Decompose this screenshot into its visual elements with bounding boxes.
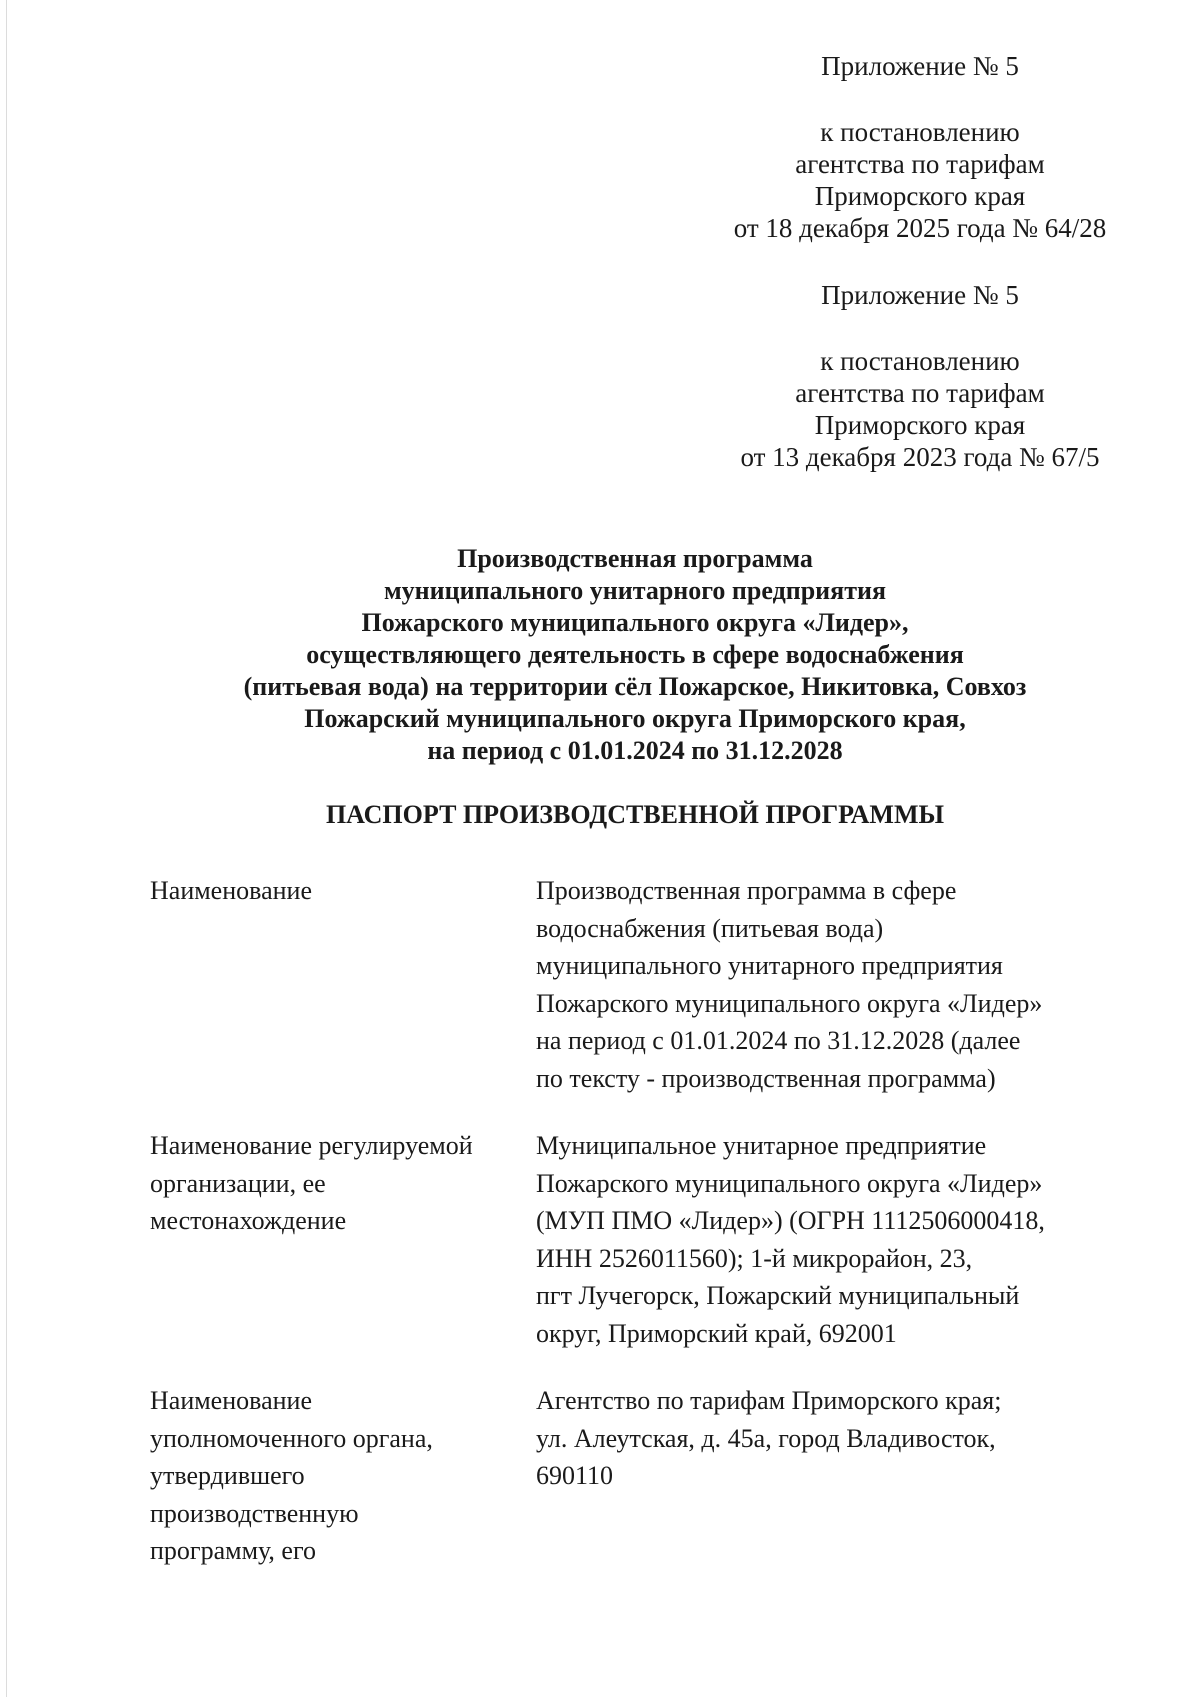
approval-date-line: от 13 декабря 2023 года № 67/5 [740,442,1100,472]
approval-line: к постановлению [820,346,1020,376]
label-line: Наименование [150,1386,312,1415]
approval-line: к постановлению [820,117,1020,147]
row-value [536,1127,1116,1352]
label-line: местонахождение [150,1206,347,1235]
value-line: муниципального унитарного предприятия [536,951,1003,980]
row-label [150,1382,520,1570]
approval-date-line: от 18 декабря 2025 года № 64/28 [733,213,1107,243]
passport-heading: ПАСПОРТ ПРОИЗВОДСТВЕННОЙ ПРОГРАММЫ [325,800,945,829]
value-line: (МУП ПМО «Лидер») (ОГРН 1112506000418, [536,1206,1045,1235]
title-line: осуществляющего деятельность в сфере водоснабжения [306,640,964,669]
row-value [536,872,1116,1097]
value-line: ул. Алеутская, д. 45а, город Владивосток, [536,1423,996,1453]
row-label [150,1127,520,1240]
value-line: Муниципальное унитарное предприятие [536,1131,987,1160]
value-line: 690110 [536,1461,614,1490]
label-line: производственную [150,1498,359,1528]
title-line: Пожарского муниципального округа «Лидер», [361,608,909,637]
title-line: муниципального унитарного предприятия [383,576,887,605]
value-line: водоснабжения (питьевая вода) [536,913,884,943]
value-line: ИНН 2526011560); 1-й микрорайон, 23, [536,1243,973,1273]
approval-line: Приморского края [814,410,1026,440]
label-line: Наименование регулируемой [150,1131,473,1160]
value-line: Пожарского муниципального округа «Лидер» [536,988,1043,1018]
value-line: по тексту - производственная программа) [536,1063,996,1093]
title-line: (питьевая вода) на территории сёл Пожарское, Никитовка, Совхоз [243,672,1027,701]
title-line: Пожарский муниципального округа Приморского края, [304,704,966,733]
label-line: организации, ее [150,1168,326,1198]
scan-edge-line [6,0,7,1697]
program-title [140,543,1130,767]
value-line: Агентство по тарифам Приморского края; [536,1386,1002,1415]
label-line: Наименование [150,876,312,905]
approval-line: Приморского края [814,181,1026,211]
approval-stamp-current [700,50,1140,244]
approval-line: агентства по тарифам [795,149,1045,179]
approval-line: агентства по тарифам [795,378,1045,408]
label-line: утвердившего [150,1461,305,1490]
value-line: округ, Приморский край, 692001 [536,1318,897,1348]
title-line: на период с 01.01.2024 по 31.12.2028 [427,736,843,765]
label-line: уполномоченного органа, [150,1423,433,1453]
appendix-number: Приложение № 5 [821,51,1019,81]
row-label [150,872,520,910]
value-line: пгт Лучегорск, Пожарский муниципальный [536,1281,1020,1310]
appendix-number: Приложение № 5 [821,280,1019,310]
value-line: на период с 01.01.2024 по 31.12.2028 (далее [536,1026,1021,1055]
approval-stamp-previous [700,279,1140,473]
value-line: Производственная программа в сфере [536,876,957,905]
label-line: программу, его [150,1536,316,1565]
row-value [536,1382,1116,1495]
title-line: Производственная программа [457,544,813,573]
value-line: Пожарского муниципального округа «Лидер» [536,1168,1043,1198]
